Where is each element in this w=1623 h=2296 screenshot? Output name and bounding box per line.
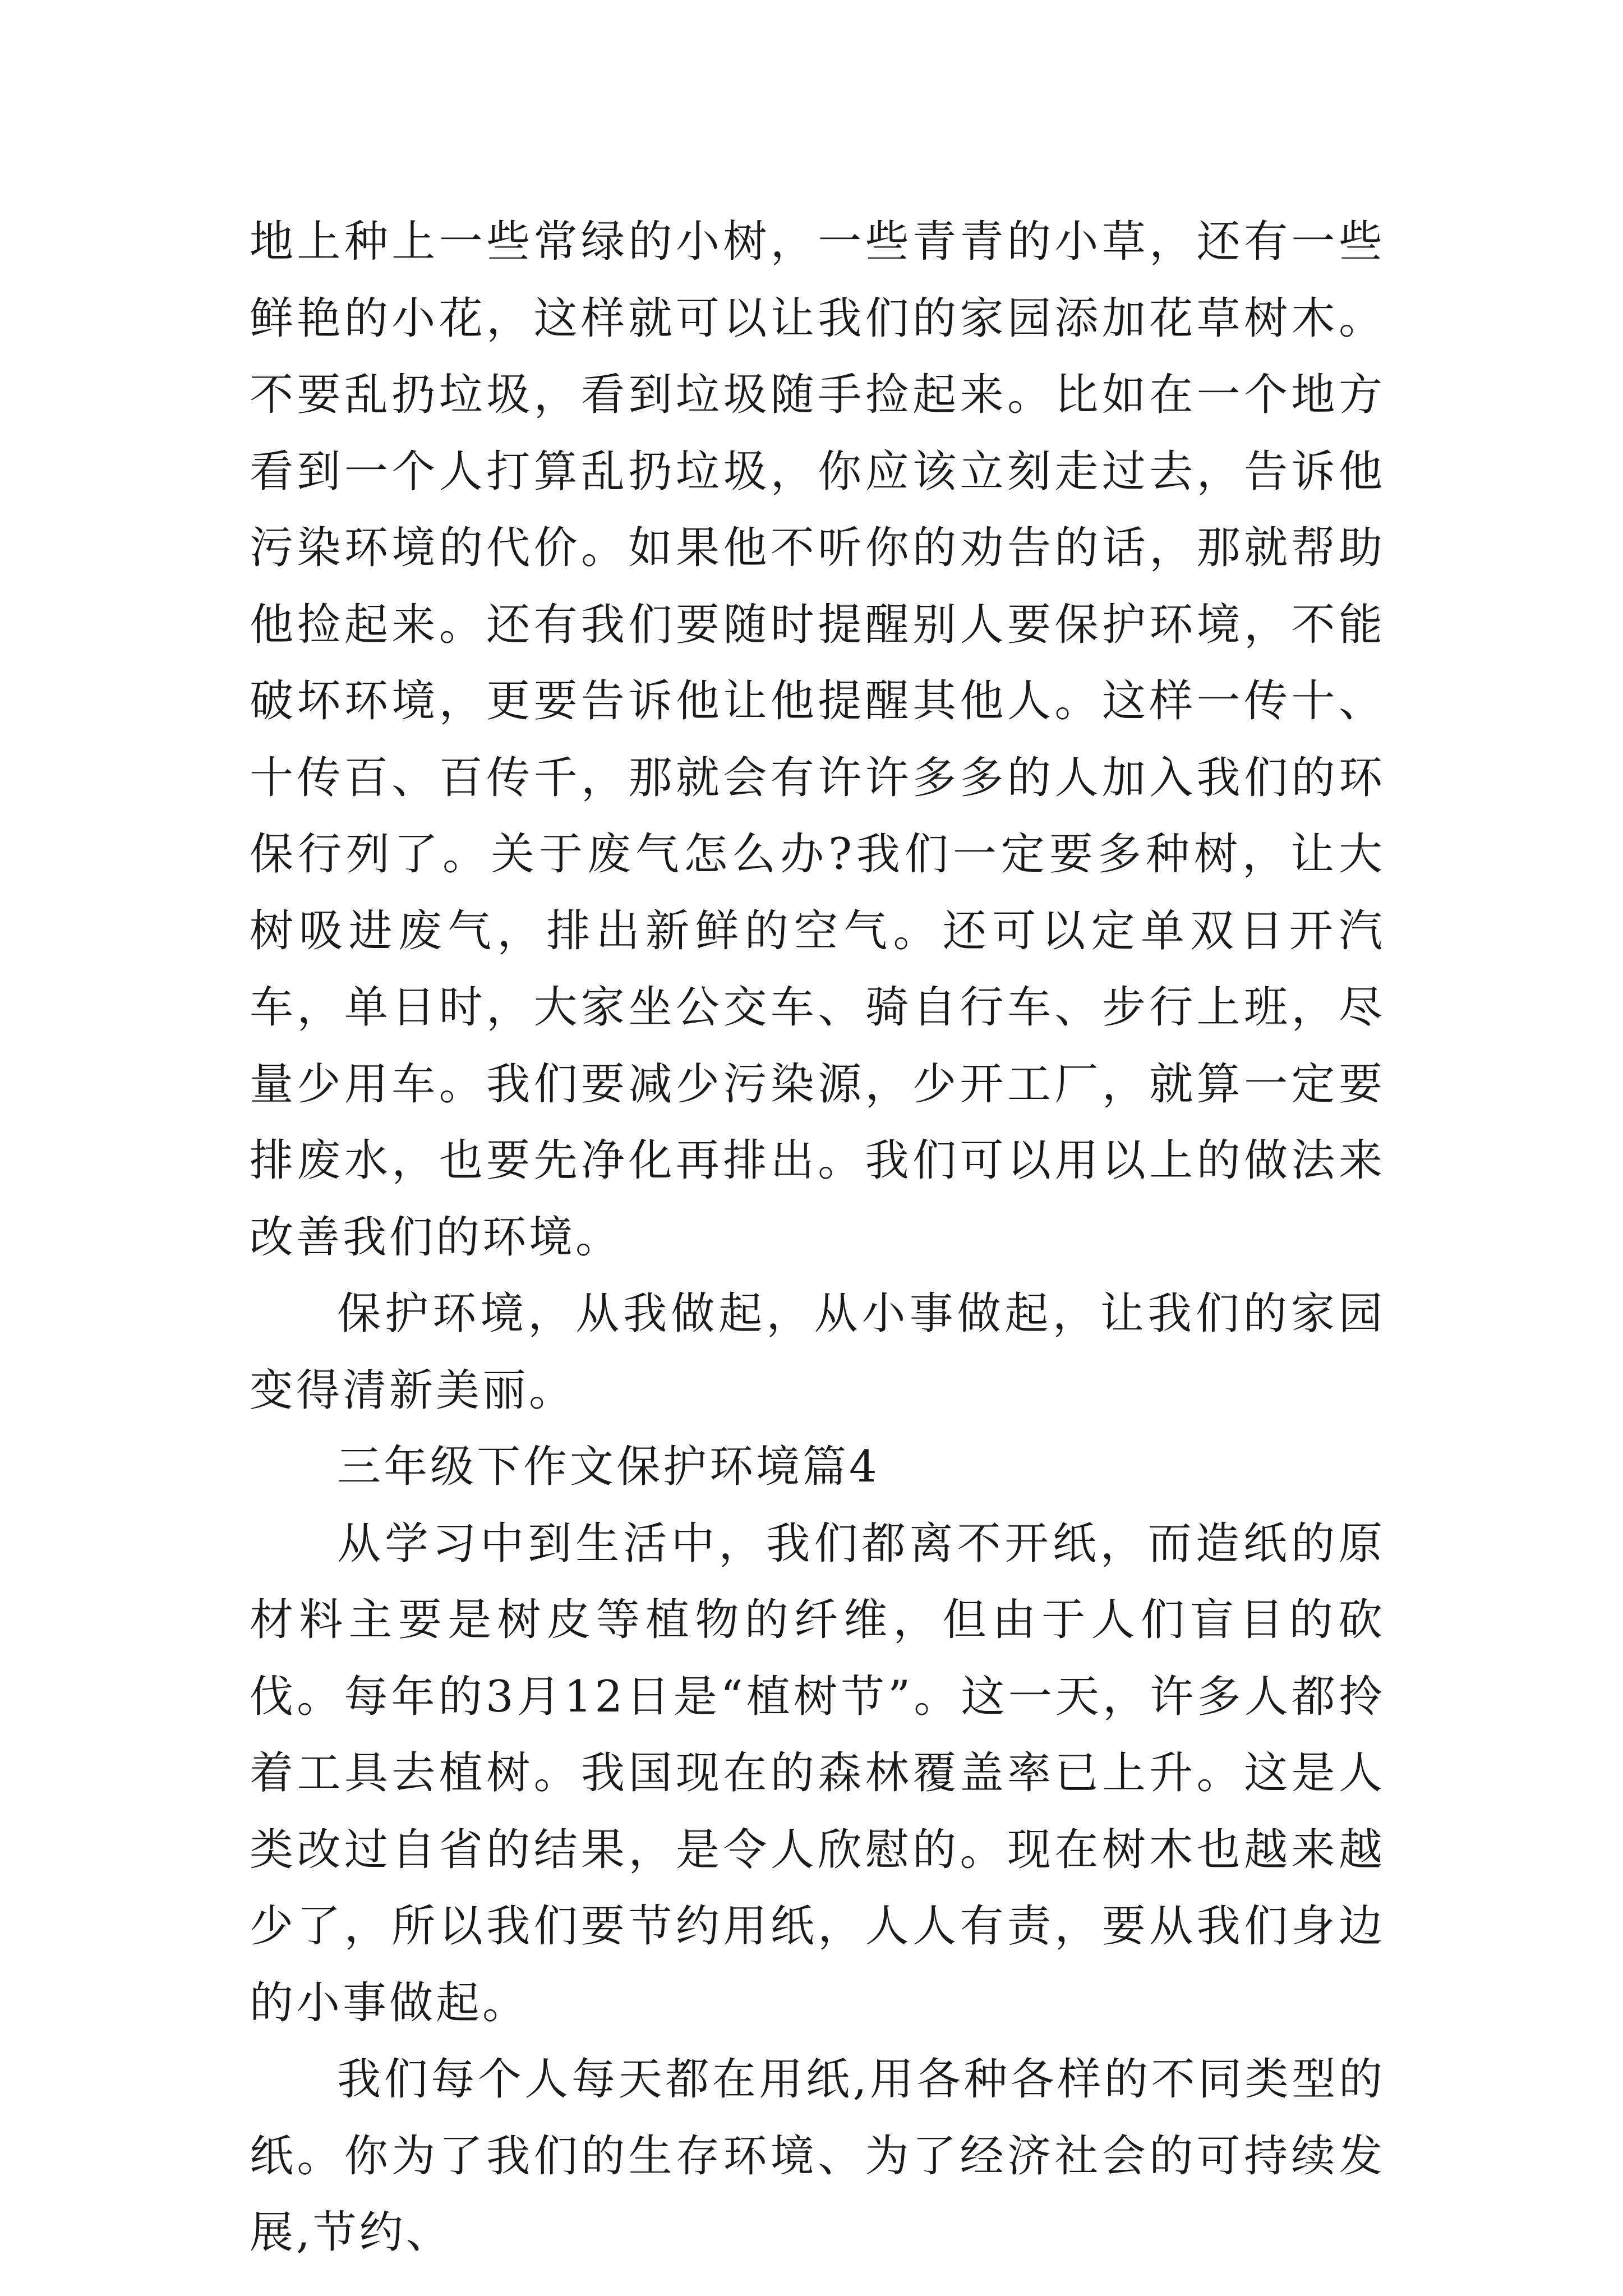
section-heading: 三年级下作文保护环境篇4 — [337, 1442, 880, 1492]
paragraph-conclusion: 保护环境，从我做起，从小事做起，让我们的家园变得清新美丽。 — [250, 1289, 1385, 1416]
paragraph-paper: 从学习中到生活中，我们都离不开纸，而造纸的原材料主要是树皮等植物的纤维，但由于人们盲目的砍伐。每年的3月12日是“植树节”。这一天，许多人都拎着工具去植树。我国现在的森林覆盖率已上升。这是人类改过自省的结果，是令人欣慰的。现在树木也越来越少了，所以我们要节约用纸，人人有责，要从我们身边的小事做起。 — [250, 1518, 1385, 2028]
document-body — [250, 204, 1385, 2271]
paragraph-continuation: 地上种上一些常绿的小树，一些青青的小草，还有一些鲜艳的小花，这样就可以让我们的家园添加花草树木。不要乱扔垃圾，看到垃圾随手捡起来。比如在一个地方看到一个人打算乱扔垃圾，你应该立刻走过去，告诉他污染环境的代价。如果他不听你的劝告的话，那就帮助他捡起来。还有我们要随时提醒别人要保护环境，不能破坏环境，更要告诉他让他提醒其他人。这样一传十、十传百、百传千，那就会有许许多多的人加入我们的环保行列了。关于废气怎么办?我们一定要多种树，让大树吸进废气，排出新鲜的空气。还可以定单双日开汽车，单日时，大家坐公交车、骑自行车、步行上班，尽量少用车。我们要减少污染源，少开工厂，就算一定要排废水，也要先净化再排出。我们可以用以上的做法来改善我们的环境。 — [250, 217, 1385, 1263]
paragraph-saving-paper: 我们每个人每天都在用纸,用各种各样的不同类型的纸。你为了我们的生存环境、为了经济社会的可持续发展,节约、 — [250, 2054, 1385, 2258]
